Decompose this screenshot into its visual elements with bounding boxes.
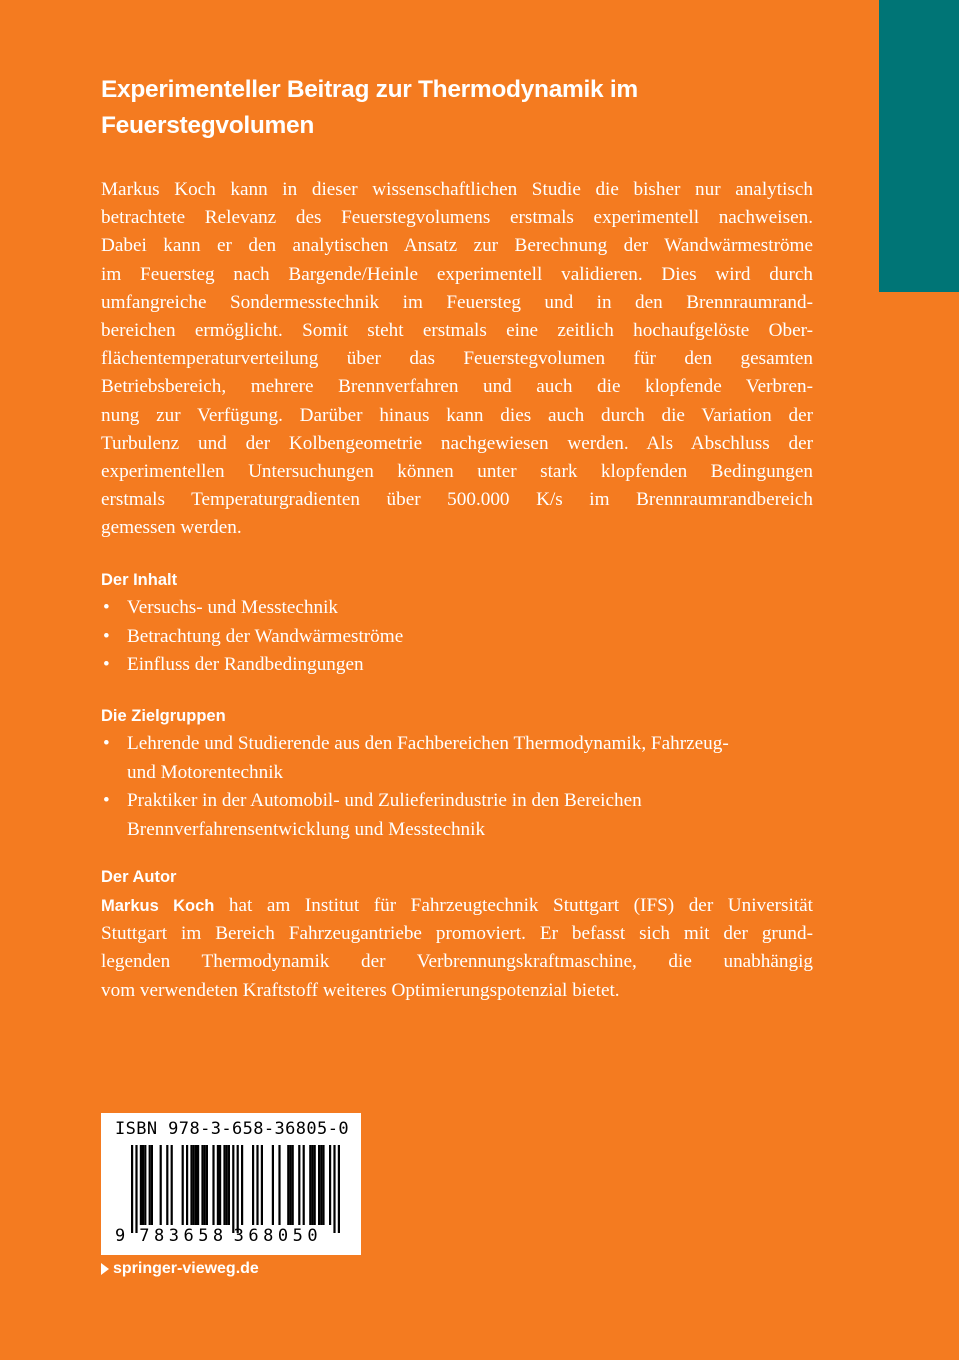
list-item: • Einfluss der Randbedingungen [101, 651, 821, 680]
barcode-bar [256, 1145, 258, 1225]
barcode-bar [289, 1145, 291, 1225]
barcode-bar [237, 1145, 239, 1233]
abstract-line: nung zur Verfügung. Darüber hinaus kann dies auch durch die Variation der [101, 404, 813, 426]
book-title [101, 72, 821, 144]
barcode-bar [131, 1145, 133, 1233]
barcode-bar [278, 1145, 280, 1225]
barcode-bar [333, 1145, 335, 1233]
barcode-bar [166, 1145, 168, 1225]
barcode-bar [142, 1145, 144, 1225]
autor-heading: Der Autor [101, 868, 177, 886]
arrow-right-icon [101, 1263, 109, 1275]
barcode-bar [190, 1145, 192, 1225]
barcode-bar [195, 1145, 197, 1225]
barcode-bar [217, 1145, 219, 1225]
barcode-bar [182, 1145, 184, 1225]
inhalt-heading: Der Inhalt [101, 571, 178, 589]
barcode-bar [135, 1145, 137, 1233]
barcode-bar [241, 1145, 243, 1225]
bullet-icon: • [103, 625, 110, 647]
barcode-bar [292, 1145, 294, 1225]
barcode-bar [226, 1145, 228, 1225]
author-bio [101, 892, 813, 1005]
author-line: Markus Koch hat am Institut für Fahrzeugtechnik Stuttgart (IFS) der Universität [101, 895, 813, 916]
author-line: legenden Thermodynamik der Verbrennungskraftmaschine, die unabhängig [101, 951, 813, 973]
barcode-bar [223, 1145, 225, 1225]
abstract-line: flächentemperaturverteilung über das Feuerstegvolumen für den gesamten [101, 348, 813, 370]
barcode-bar [193, 1145, 195, 1225]
abstract-line: Dabei kann er den analytischen Ansatz zur Berechnung der Wandwärmeströme [101, 235, 813, 257]
abstract-line: experimentellen Untersuchungen können unter stark klopfenden Bedingungen [101, 461, 813, 483]
barcode-bar [219, 1145, 221, 1225]
barcode-bar [140, 1145, 142, 1225]
barcode-bar [201, 1145, 203, 1225]
zielgruppen-heading: Die Zielgruppen [101, 707, 226, 725]
barcode-bar [197, 1145, 199, 1225]
barcode-bar [298, 1145, 300, 1225]
ean-digits: 9 783658 368050 [115, 1226, 323, 1246]
barcode-bar [144, 1145, 146, 1225]
website-link[interactable] [101, 1260, 259, 1278]
inhalt-list [101, 594, 821, 680]
barcode-bar [287, 1145, 289, 1225]
barcode-bar [311, 1145, 313, 1225]
barcode-bar [309, 1145, 311, 1225]
list-item: • Praktiker in der Automobil- und Zulieferindustrie in den Bereichen Brennverfahrensentwicklung und Messtechnik [101, 787, 761, 844]
barcode-bar [338, 1145, 340, 1233]
title-line-1: Experimenteller Beitrag zur Thermodynamik im [101, 76, 638, 103]
barcode-bar [320, 1145, 322, 1225]
bullet-icon: • [103, 654, 110, 675]
barcode-bar [252, 1145, 254, 1225]
abstract-line: betrachtete Relevanz des Feuerstegvolumens erstmals experimentell nachweisen. [101, 207, 813, 229]
bullet-icon: • [103, 733, 110, 754]
barcode-bar [171, 1145, 173, 1225]
barcode-bar [322, 1145, 324, 1225]
barcode-bar [232, 1145, 234, 1233]
barcode-bar [204, 1145, 206, 1225]
bullet-icon: • [103, 597, 110, 618]
teal-corner-tab [879, 0, 959, 292]
barcode-bar [149, 1145, 151, 1225]
barcode-bar [318, 1145, 320, 1225]
abstract-line: Turbulenz und der Kolbengeometrie nachgewiesen werden. Als Abschluss der [101, 432, 813, 454]
abstract-line: bereichen ermöglicht. Somit steht erstmals eine zeitlich hochaufgelöste Ober- [101, 320, 813, 342]
list-item: • Lehrende und Studierende aus den Fachbereichen Thermodynamik, Fahrzeug- und Motorentechnik [101, 730, 761, 787]
author-line: Stuttgart im Bereich Fahrzeugantriebe promoviert. Er befasst sich mit der grund- [101, 923, 813, 945]
abstract-line: Markus Koch kann in dieser wissenschaftlichen Studie die bisher nur analytisch [101, 179, 813, 200]
barcode-bar [212, 1145, 214, 1225]
barcode-bar [329, 1145, 331, 1225]
barcode-bar [303, 1145, 305, 1225]
abstract-line: im Feuersteg nach Bargende/Heinle experimentell validieren. Dies wird durch [101, 263, 813, 285]
title-line-2: Feuerstegvolumen [101, 112, 315, 139]
bullet-icon: • [103, 790, 110, 811]
barcode-bar [261, 1145, 263, 1225]
abstract-line: erstmals Temperaturgradienten über 500.000 K/s im Brennraumrandbereich [101, 489, 813, 511]
barcode-box [101, 1113, 361, 1255]
author-line: vom verwendeten Kraftstoff weiteres Optimierungspotenzial bietet. [101, 979, 620, 1001]
barcode-bar [151, 1145, 153, 1225]
abstract-line: Betriebsbereich, mehrere Brennverfahren und auch die klopfende Verbren- [101, 376, 813, 398]
isbn-label: ISBN 978-3-658-36805-0 [115, 1119, 349, 1139]
barcode-bar [206, 1145, 208, 1225]
barcode-bar [160, 1145, 162, 1225]
list-item: • Betrachtung der Wandwärmeströme [101, 623, 821, 652]
barcode-bar [272, 1145, 274, 1225]
abstract-line: umfangreiche Sondermesstechnik im Feuersteg und in den Brennraumrand- [101, 291, 813, 313]
barcode-bar [314, 1145, 316, 1225]
author-name: Markus Koch [101, 897, 215, 915]
abstract-line: gemessen werden. [101, 517, 242, 539]
abstract [101, 176, 813, 543]
barcode-bar [228, 1145, 230, 1225]
website-text: springer-vieweg.de [113, 1260, 259, 1277]
zielgruppen-list [101, 730, 761, 844]
barcode-bar [186, 1145, 188, 1225]
list-item: • Versuchs- und Messtechnik [101, 594, 821, 623]
